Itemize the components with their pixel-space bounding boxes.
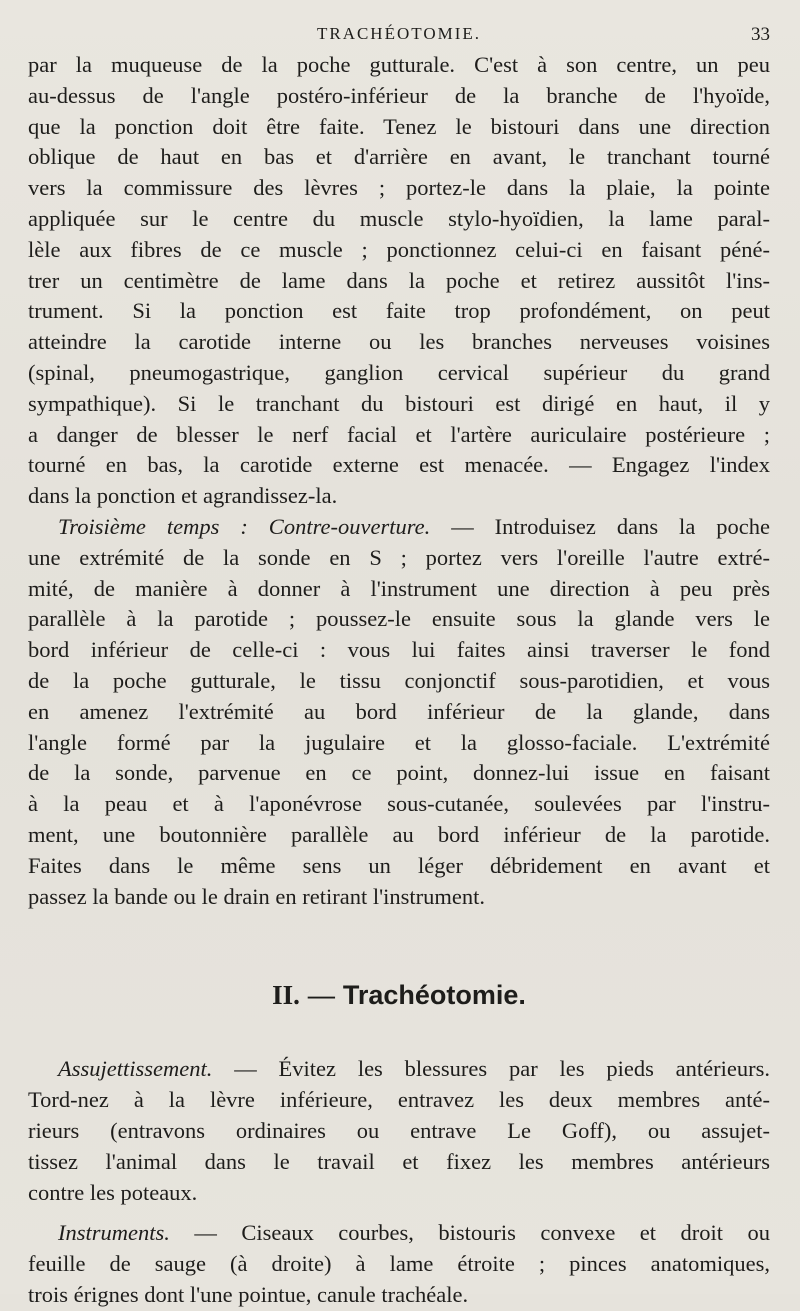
paragraph-instruments [28,1218,770,1310]
text-line: à la peau et à l'aponévrose sous-cutanée, soulevées par l'instru- [28,791,770,817]
text-line: dans la ponction et agrandissez-la. [28,483,338,509]
text-line: trument. Si la ponction est faite trop profondément, on peut [28,298,770,324]
text-line: appliquée sur le centre du muscle stylo-hyoïdien, la lame paral- [28,205,770,231]
text-run: — Évitez les blessures par les pieds antérieurs. [212,1056,770,1082]
body-text [28,50,770,1311]
text-line: sympathique). Si le tranchant du bistouri est dirigé en haut, il y [28,390,770,416]
paragraph-lead: Troisième temps : Contre-ouverture. [58,513,431,539]
section-title: Trachéotomie. [342,980,526,1011]
text-line: une extrémité de la sonde en S ; portez vers l'oreille l'autre extré- [28,544,770,570]
text-line: (spinal, pneumogastrique, ganglion cervical supérieur du grand [28,359,770,385]
paragraph-lead: Instruments. [58,1220,170,1246]
text-line: a danger de blesser le nerf facial et l'artère auriculaire postérieure ; [28,421,770,447]
section-separator: — [307,980,335,1011]
text-line: en amenez l'extrémité au bord inférieur de la glande, dans [28,698,770,724]
text-line: feuille de sauge (à droite) à lame étroite ; pinces anatomiques, [28,1251,770,1277]
text-run: — Ciseaux courbes, bistouris convexe et droit ou [169,1220,770,1246]
text-line: par la muqueuse de la poche gutturale. C'est à son centre, un peu [28,52,770,77]
text-line: atteindre la carotide interne ou les branches nerveuses voisines [28,329,770,355]
text-line: vers la commissure des lèvres ; portez-le dans la plaie, la pointe [28,175,770,201]
text-run: — Introduisez dans la poche [430,513,770,539]
section-number: II. [272,980,300,1011]
text-line-first [28,1218,770,1249]
text-line: l'angle formé par la jugulaire et la glosso-faciale. L'extrémité [28,729,770,755]
paragraph-ponction [28,50,770,512]
running-head [28,20,770,50]
text-line: Tord-nez à la lèvre inférieure, entravez les deux membres anté- [28,1087,770,1113]
text-line-first [28,512,770,543]
text-line: au-dessus de l'angle postéro-inférieur de la branche de l'hyoïde, [28,82,770,108]
text-line: parallèle à la parotide ; poussez-le ensuite sous la glande vers le [28,606,770,632]
text-line-first [28,1054,770,1085]
text-line: de la poche gutturale, le tissu conjonctif sous-parotidien, et vous [28,667,770,693]
text-line: bord inférieur de celle-ci : vous lui faites ainsi traverser le fond [28,637,770,663]
text-line: rieurs (entravons ordinaires ou entrave Le Goff), ou assujet- [28,1117,770,1143]
paragraph-assujettissement [28,1054,770,1208]
text-line: mité, de manière à donner à l'instrument une direction à peu près [28,575,770,601]
text-line: Faites dans le même sens un léger débridement en avant et [28,852,770,878]
text-line: que la ponction doit être faite. Tenez le bistouri dans une direction [28,113,770,139]
text-line: de la sonde, parvenue en ce point, donnez-lui issue en faisant [28,760,770,786]
text-line: passez la bande ou le drain en retirant l'instrument. [28,883,486,909]
running-title: TRACHÉOTOMIE. [316,24,482,43]
text-line: oblique de haut en bas et d'arrière en avant, le tranchant tourné [28,144,770,170]
paragraph-contre-ouverture [28,512,770,912]
text-line: lèle aux fibres de ce muscle ; ponctionnez celui-ci en faisant péné- [28,236,770,262]
text-line: contre les poteaux. [28,1179,198,1205]
paragraph-gap [28,1208,770,1218]
text-line: tourné en bas, la carotide externe est menacée. — Engagez l'index [28,452,770,478]
section-heading [28,978,770,1012]
paragraph-lead: Assujettissement. [58,1056,213,1082]
text-line: trer un centimètre de lame dans la poche et retirez aussitôt l'ins- [28,267,770,293]
text-line: tissez l'animal dans le travail et fixez les membres antérieurs [28,1148,770,1174]
text-line: ment, une boutonnière parallèle au bord inférieur de la parotide. [28,821,770,847]
text-line: trois érignes dont l'une pointue, canule trachéale. [28,1281,469,1307]
page-number: 33 [751,24,770,45]
